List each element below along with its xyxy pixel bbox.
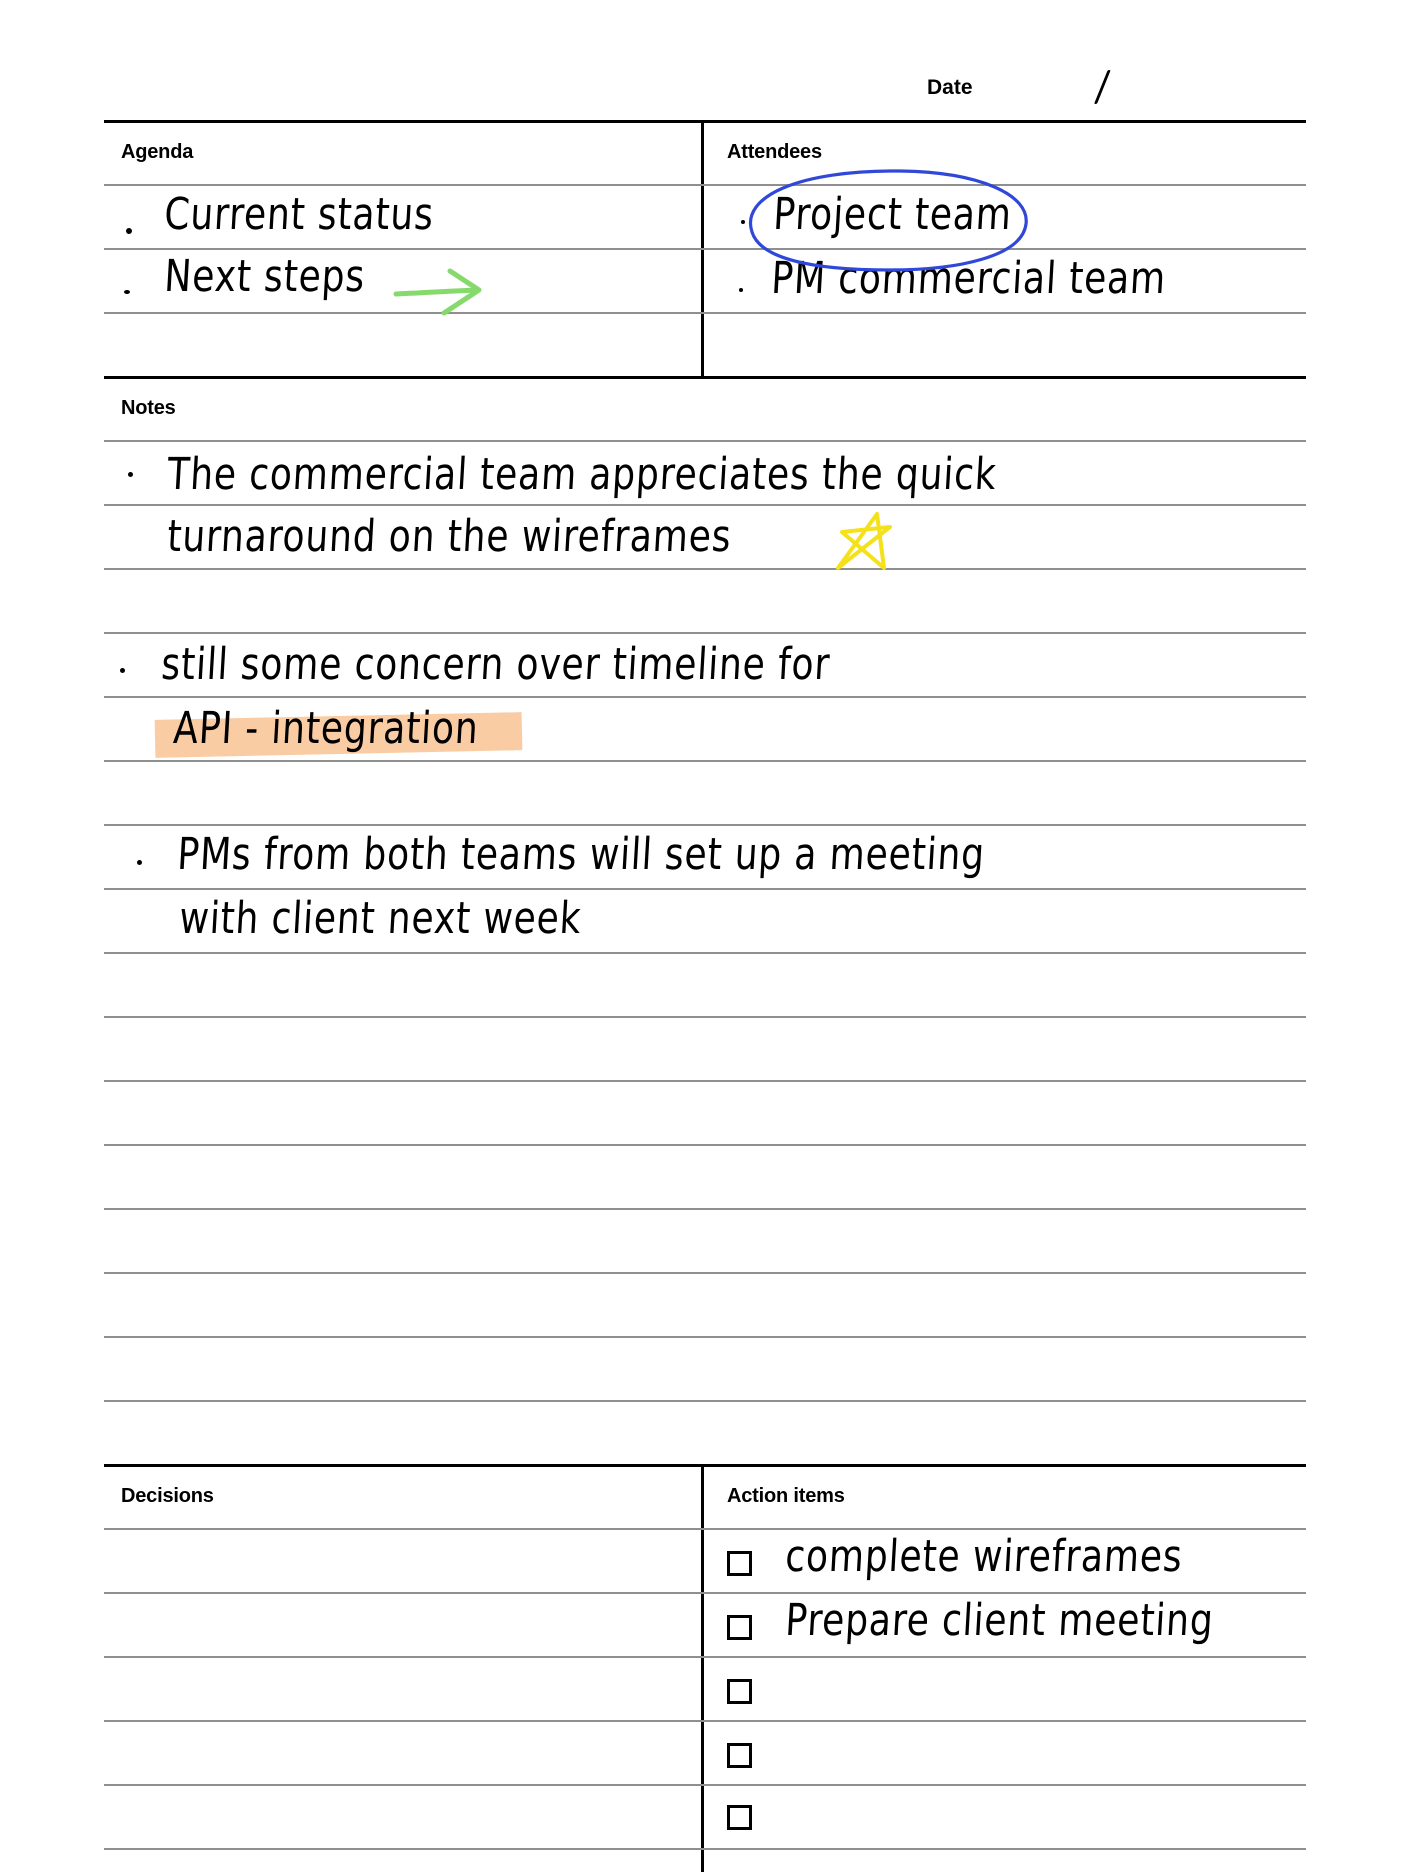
ruled-line <box>104 504 1306 506</box>
column-divider-bottom <box>701 1465 704 1872</box>
attendee-item-text: PM commercial team <box>770 253 1168 304</box>
ruled-line <box>104 696 1306 698</box>
ruled-line <box>104 248 1306 250</box>
note-line: turnaround on the wireframes <box>166 511 733 562</box>
arrow-right-icon <box>396 271 479 313</box>
ruled-line <box>104 1208 1306 1210</box>
checkbox[interactable] <box>727 1551 752 1576</box>
action-items-label: Action items <box>727 1485 845 1507</box>
ruled-line <box>104 568 1306 570</box>
agenda-label: Agenda <box>121 141 194 163</box>
bullet-icon <box>126 228 132 234</box>
ruled-line <box>104 1016 1306 1018</box>
checkbox[interactable] <box>727 1615 752 1640</box>
note-line: with client next week <box>178 893 583 944</box>
action-item-text: Prepare client meeting <box>784 1595 1216 1646</box>
date-separator-slash <box>1094 70 1111 104</box>
ruled-line <box>104 312 1306 314</box>
attendee-item-text: Project team <box>772 189 1014 240</box>
checkbox[interactable] <box>727 1679 752 1704</box>
ruled-line <box>104 1272 1306 1274</box>
bullet-icon <box>739 288 743 292</box>
ruled-line <box>104 760 1306 762</box>
ruled-line <box>104 1080 1306 1082</box>
bullet-icon <box>120 668 125 673</box>
ruled-line <box>104 1336 1306 1338</box>
ruled-line <box>104 1400 1306 1402</box>
agenda-item-text: Current status <box>163 189 436 240</box>
checkbox[interactable] <box>727 1805 752 1830</box>
note-line: still some concern over timeline for <box>160 639 832 690</box>
checkbox[interactable] <box>727 1743 752 1768</box>
ruled-line <box>104 824 1306 826</box>
agenda-item-text: Next steps <box>163 251 367 302</box>
bullet-icon <box>741 220 745 224</box>
star-icon <box>838 514 890 568</box>
action-item-text: complete wireframes <box>784 1531 1185 1582</box>
note-line: PMs from both teams will set up a meeting <box>176 829 987 880</box>
bullet-icon <box>124 290 130 294</box>
section-divider-top <box>104 120 1306 123</box>
ruled-line <box>104 184 1306 186</box>
decisions-list[interactable] <box>104 1528 701 1872</box>
bullet-icon <box>128 472 133 477</box>
attendees-label: Attendees <box>727 141 822 163</box>
notes-label: Notes <box>121 397 176 419</box>
ruled-line <box>104 1144 1306 1146</box>
date-label: Date <box>927 76 973 99</box>
section-divider-notes <box>104 376 1306 379</box>
ruled-line <box>104 440 1306 442</box>
ruled-line <box>104 888 1306 890</box>
decisions-label: Decisions <box>121 1485 214 1507</box>
section-divider-bottom <box>104 1464 1306 1467</box>
note-line: API - integration <box>172 703 481 754</box>
note-line: The commercial team appreciates the quick <box>166 449 999 500</box>
bullet-icon <box>137 860 142 865</box>
ruled-line <box>104 632 1306 634</box>
ruled-line <box>104 952 1306 954</box>
